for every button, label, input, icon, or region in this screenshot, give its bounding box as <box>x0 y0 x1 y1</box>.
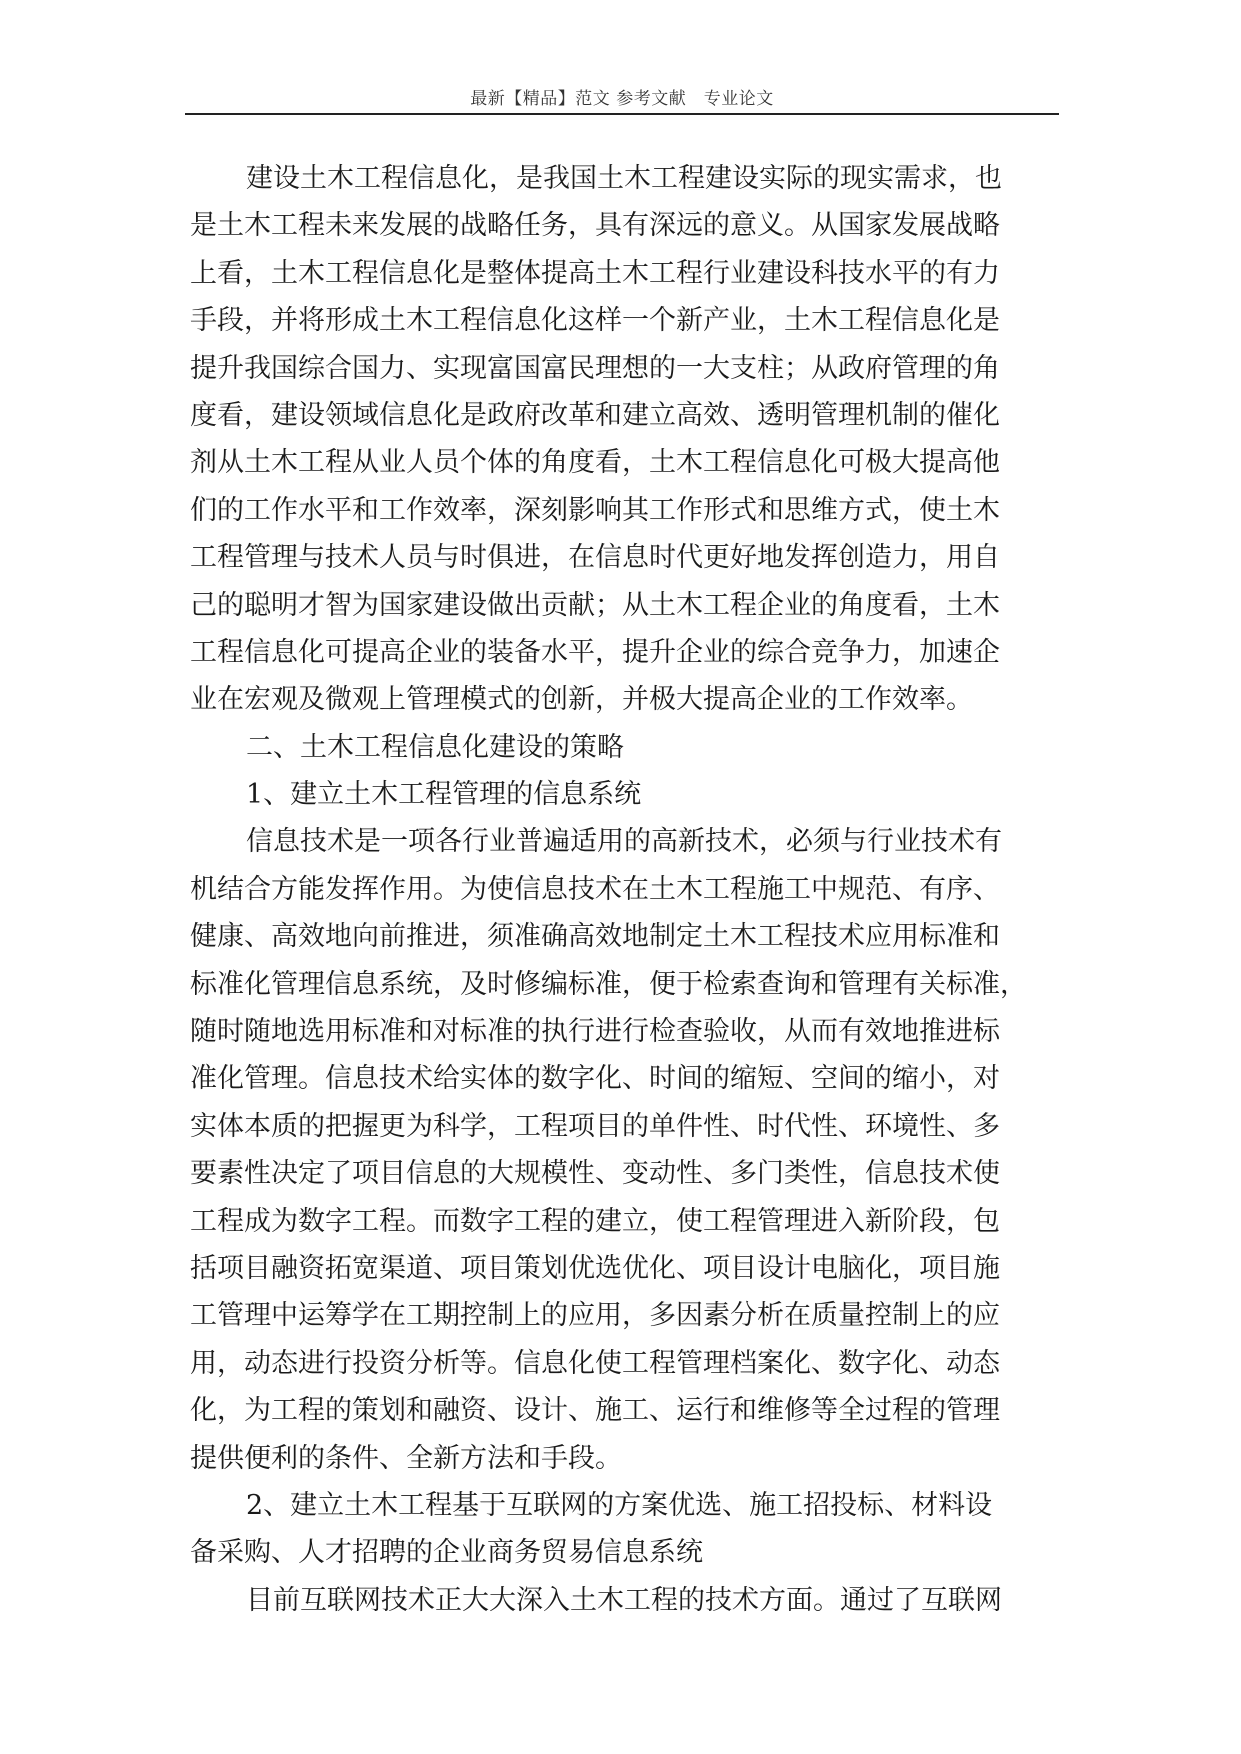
text-line: 括项目融资拓宽渠道、项目策划优选优化、项目设计电脑化，项目施 <box>190 1252 1000 1284</box>
text-line: 信息技术是一项各行业普遍适用的高新技术，必须与行业技术有 <box>246 826 1002 858</box>
text-line: 用，动态进行投资分析等。信息化使工程管理档案化、数字化、动态 <box>190 1347 1000 1379</box>
text-line: 度看，建设领域信息化是政府改革和建立高效、透明管理机制的催化 <box>190 399 1000 431</box>
text-line: 健康、高效地向前推进，须准确高效地制定土木工程技术应用标准和 <box>190 921 1000 953</box>
text-line: 标准化管理信息系统，及时修编标准，便于检索查询和管理有关标准， <box>190 968 1027 1000</box>
text-line: 上看，土木工程信息化是整体提高土木工程行业建设科技水平的有力 <box>190 257 1000 289</box>
header-divider <box>185 113 1059 115</box>
text-line: 1、建立土木工程管理的信息系统 <box>246 779 642 811</box>
text-line: 2、建立土木工程基于互联网的方案优选、施工招投标、材料设 <box>246 1489 993 1521</box>
text-line: 工程成为数字工程。而数字工程的建立，使工程管理进入新阶段，包 <box>190 1205 1000 1237</box>
text-line: 备采购、人才招聘的企业商务贸易信息系统 <box>190 1537 703 1569</box>
text-line: 业在宏观及微观上管理模式的创新，并极大提高企业的工作效率。 <box>190 684 973 716</box>
text-line: 工程管理与技术人员与时俱进，在信息时代更好地发挥创造力，用自 <box>190 542 1000 574</box>
text-line: 实体本质的把握更为科学，工程项目的单件性、时代性、环境性、多 <box>190 1110 1000 1142</box>
text-line: 要素性决定了项目信息的大规模性、变动性、多门类性，信息技术使 <box>190 1158 1000 1190</box>
text-line: 提升我国综合国力、实现富国富民理想的一大支柱；从政府管理的角 <box>190 352 1000 384</box>
page-header-text: 最新【精品】范文 参考文献 专业论文 <box>470 89 774 109</box>
text-line: 随时随地选用标准和对标准的执行进行检查验收，从而有效地推进标 <box>190 1016 1000 1048</box>
text-line: 手段，并将形成土木工程信息化这样一个新产业，土木工程信息化是 <box>190 305 1000 337</box>
page-header <box>185 84 1059 109</box>
text-line: 建设土木工程信息化，是我国土木工程建设实际的现实需求，也 <box>246 163 1002 194</box>
text-line: 剂从土木工程从业人员个体的角度看，土木工程信息化可极大提高他 <box>190 447 1000 479</box>
text-line: 工程信息化可提高企业的装备水平，提升企业的综合竞争力，加速企 <box>190 636 1000 668</box>
text-line: 准化管理。信息技术给实体的数字化、时间的缩短、空间的缩小，对 <box>190 1063 1000 1095</box>
text-line: 化，为工程的策划和融资、设计、施工、运行和维修等全过程的管理 <box>190 1395 1000 1427</box>
text-line: 机结合方能发挥作用。为使信息技术在土木工程施工中规范、有序、 <box>190 873 1000 905</box>
text-line: 是土木工程未来发展的战略任务，具有深远的意义。从国家发展战略 <box>190 210 1000 242</box>
text-line: 提供便利的条件、全新方法和手段。 <box>190 1442 622 1474</box>
text-line: 们的工作水平和工作效率，深刻影响其工作形式和思维方式，使土木 <box>190 494 1000 526</box>
text-line: 工管理中运筹学在工期控制上的应用，多因素分析在质量控制上的应 <box>190 1300 1000 1332</box>
text-line: 目前互联网技术正大大深入土木工程的技术方面。通过了互联网 <box>246 1584 1002 1616</box>
document-body <box>190 155 1052 1624</box>
text-line: 二、土木工程信息化建设的策略 <box>246 731 624 763</box>
text-line: 己的聪明才智为国家建设做出贡献；从土木工程企业的角度看，土木 <box>190 589 1000 621</box>
